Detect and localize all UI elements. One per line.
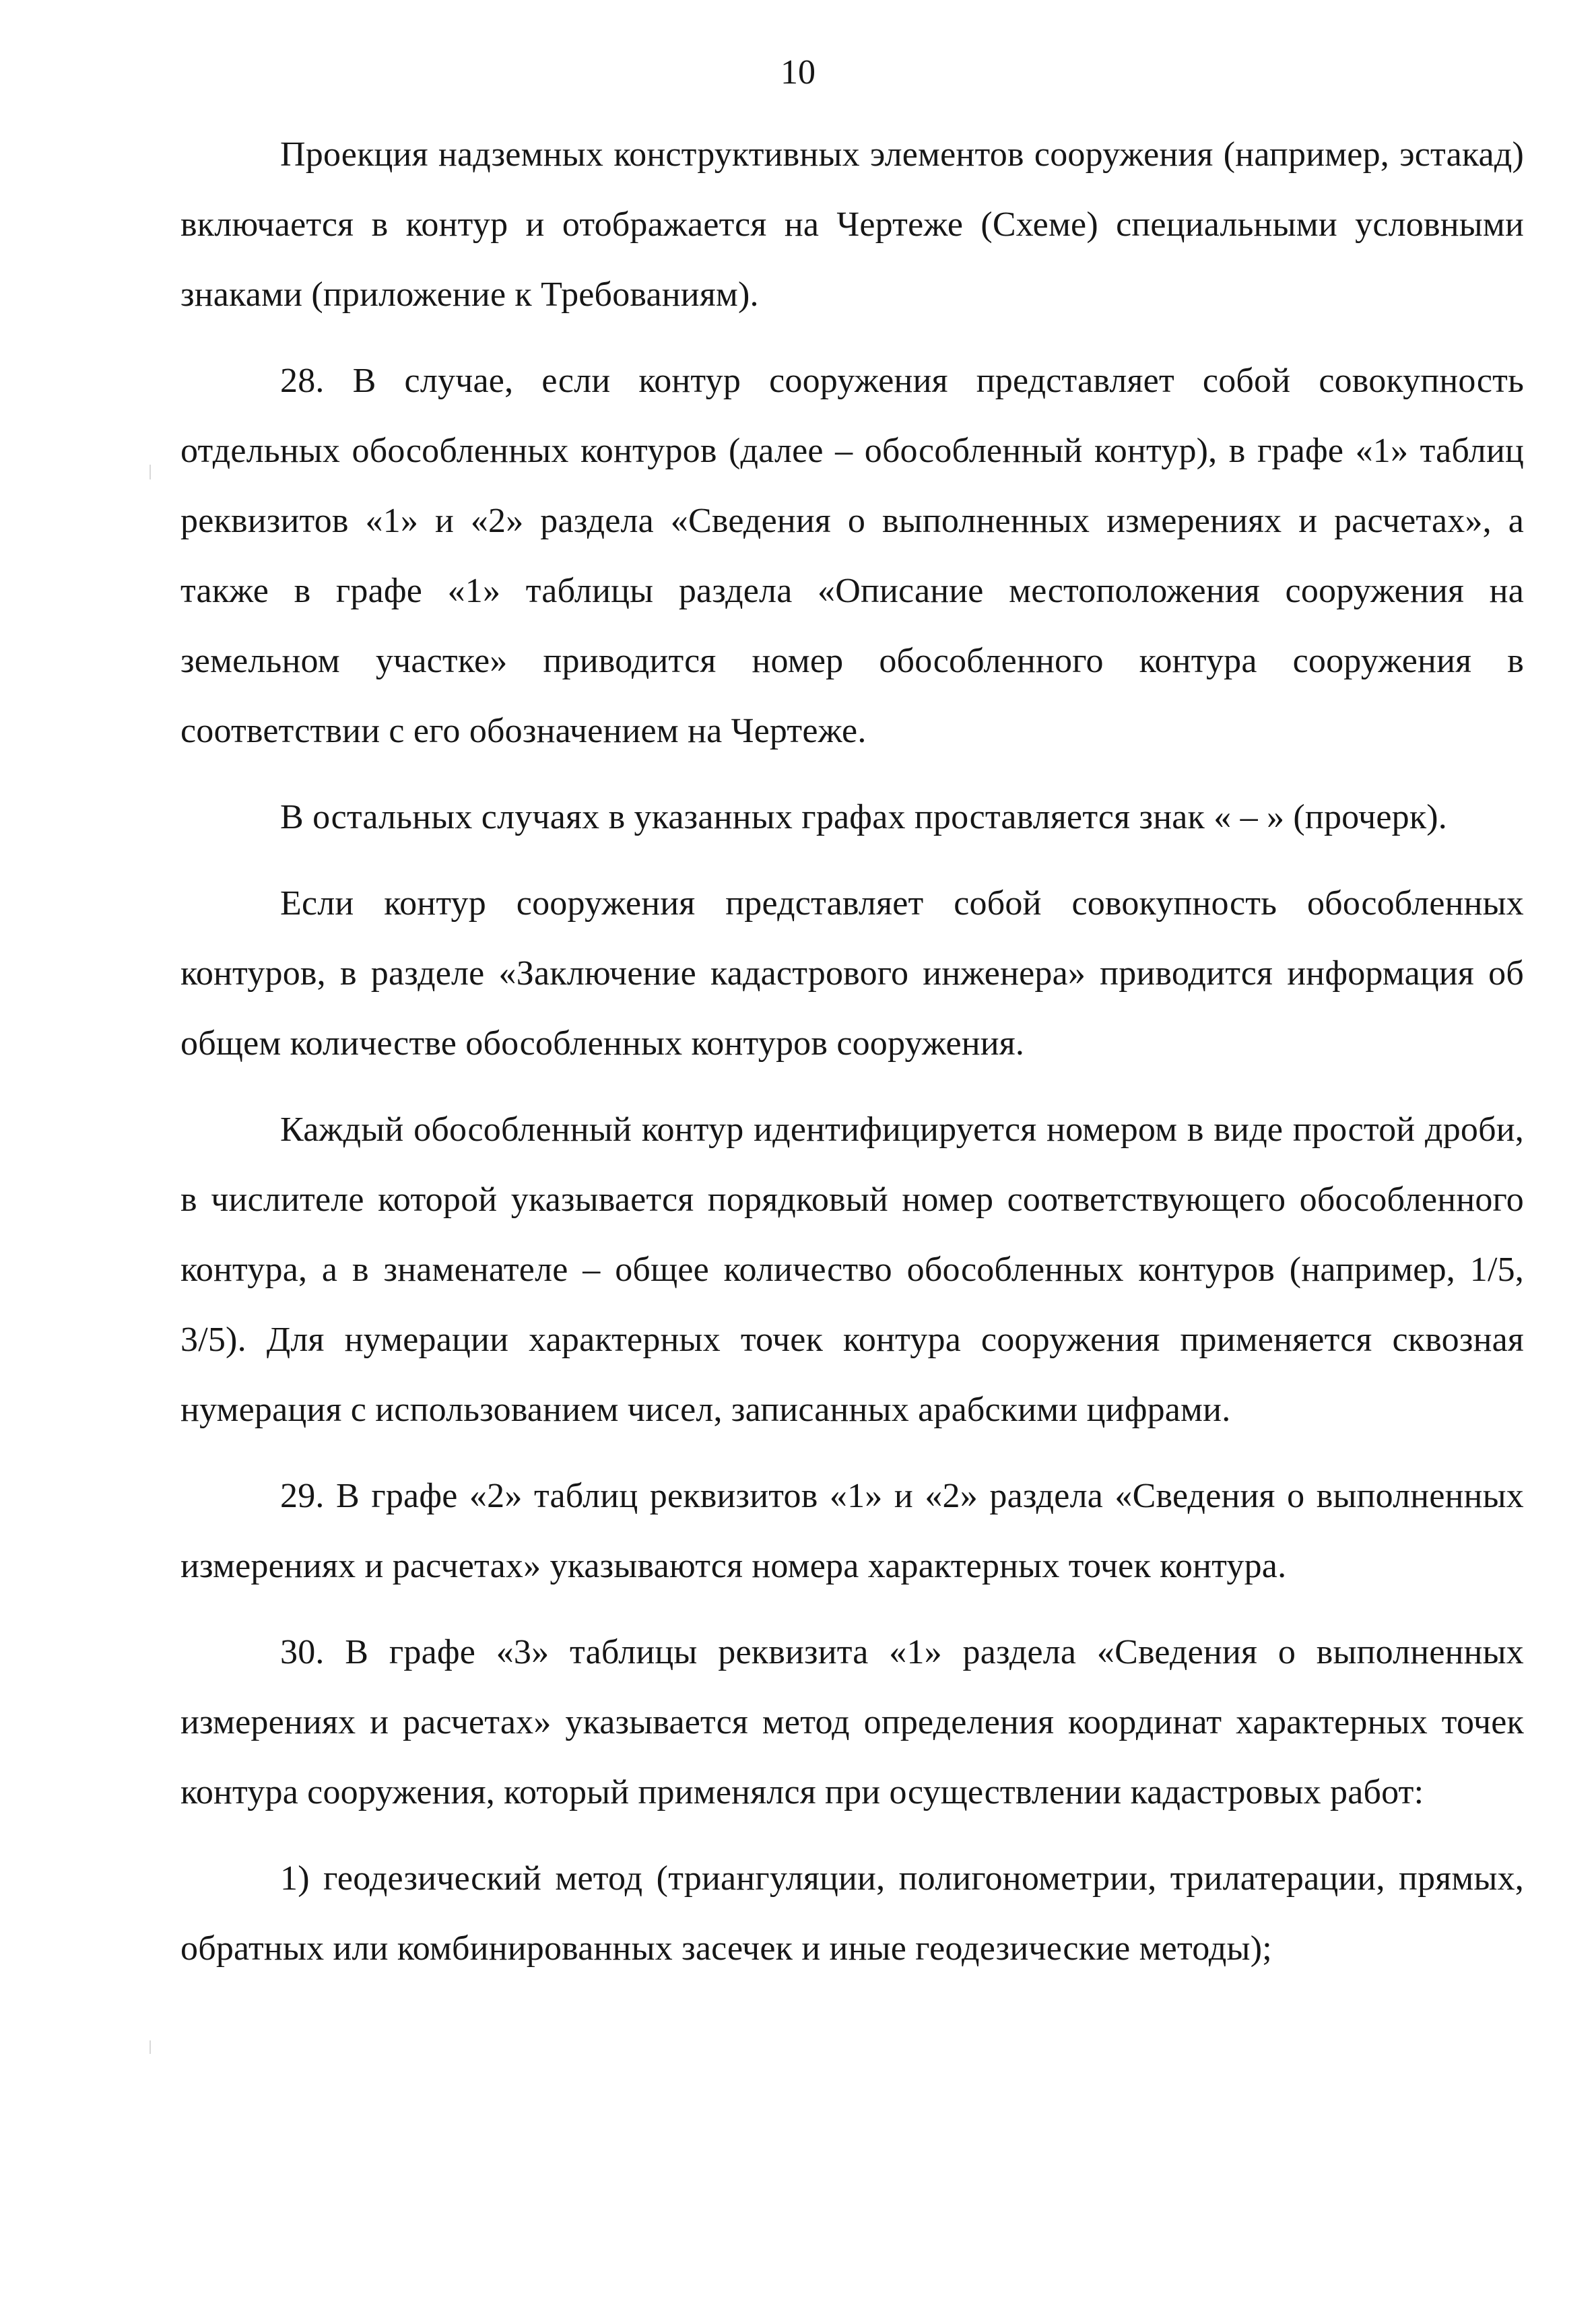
scan-artifact bbox=[149, 465, 151, 479]
document-body bbox=[180, 120, 1524, 1984]
page-number: 10 bbox=[780, 53, 816, 92]
paragraph-conclusion: Если контур сооружения представляет собой совокупность обособленных контуров, в разделе «Заключение кадастрового инженера» приводится информация об общем количестве обособленных контуров сооружения. bbox=[180, 884, 1524, 1063]
paragraph-other-cases: В остальных случаях в указанных графах проставляется знак « – » (прочерк). bbox=[280, 798, 1448, 836]
paragraph-item-29: 29. В графе «2» таблиц реквизитов «1» и «2» раздела «Сведения о выполненных измерениях и расчетах» указываются номера характерных точек контура. bbox=[180, 1477, 1524, 1585]
paragraph-item-30: 30. В графе «3» таблицы реквизита «1» раздела «Сведения о выполненных измерениях и расчетах» указывается метод определения координат характерных точек контура сооружения, который применялся при осуществлении кадастровых работ: bbox=[180, 1633, 1524, 1811]
scan-artifact bbox=[149, 2040, 151, 2054]
paragraph-projection: Проекция надземных конструктивных элементов сооружения (например, эстакад) включается в контур и отображается на Чертеже (Схеме) специальными условными знаками (приложение к Требованиям). bbox=[180, 135, 1524, 314]
paragraph-numbering: Каждый обособленный контур идентифицируется номером в виде простой дроби, в числителе которой указывается порядковый номер соответствующего обособленного контура, а в знаменателе – общее количество обособленных контуров (например, 1/5, 3/5). Для нумерации характерных точек контура сооружения применяется сквозная нумерация с использованием чисел, записанных арабскими цифрами. bbox=[180, 1110, 1524, 1429]
paragraph-item-28: 28. В случае, если контур сооружения представляет собой совокупность отдельных обособленных контуров (далее – обособленный контур), в графе «1» таблиц реквизитов «1» и «2» раздела «Сведения о выполненных измерениях и расчетах», а также в графе «1» таблицы раздела «Описание местоположения сооружения на земельном участке» приводится номер обособленного контура сооружения в соответствии с его обозначением на Чертеже. bbox=[180, 362, 1524, 750]
paragraph-method-1: 1) геодезический метод (триангуляции, полигонометрии, трилатерации, прямых, обратных или комбинированных засечек и иные геодезические методы); bbox=[180, 1859, 1524, 1968]
